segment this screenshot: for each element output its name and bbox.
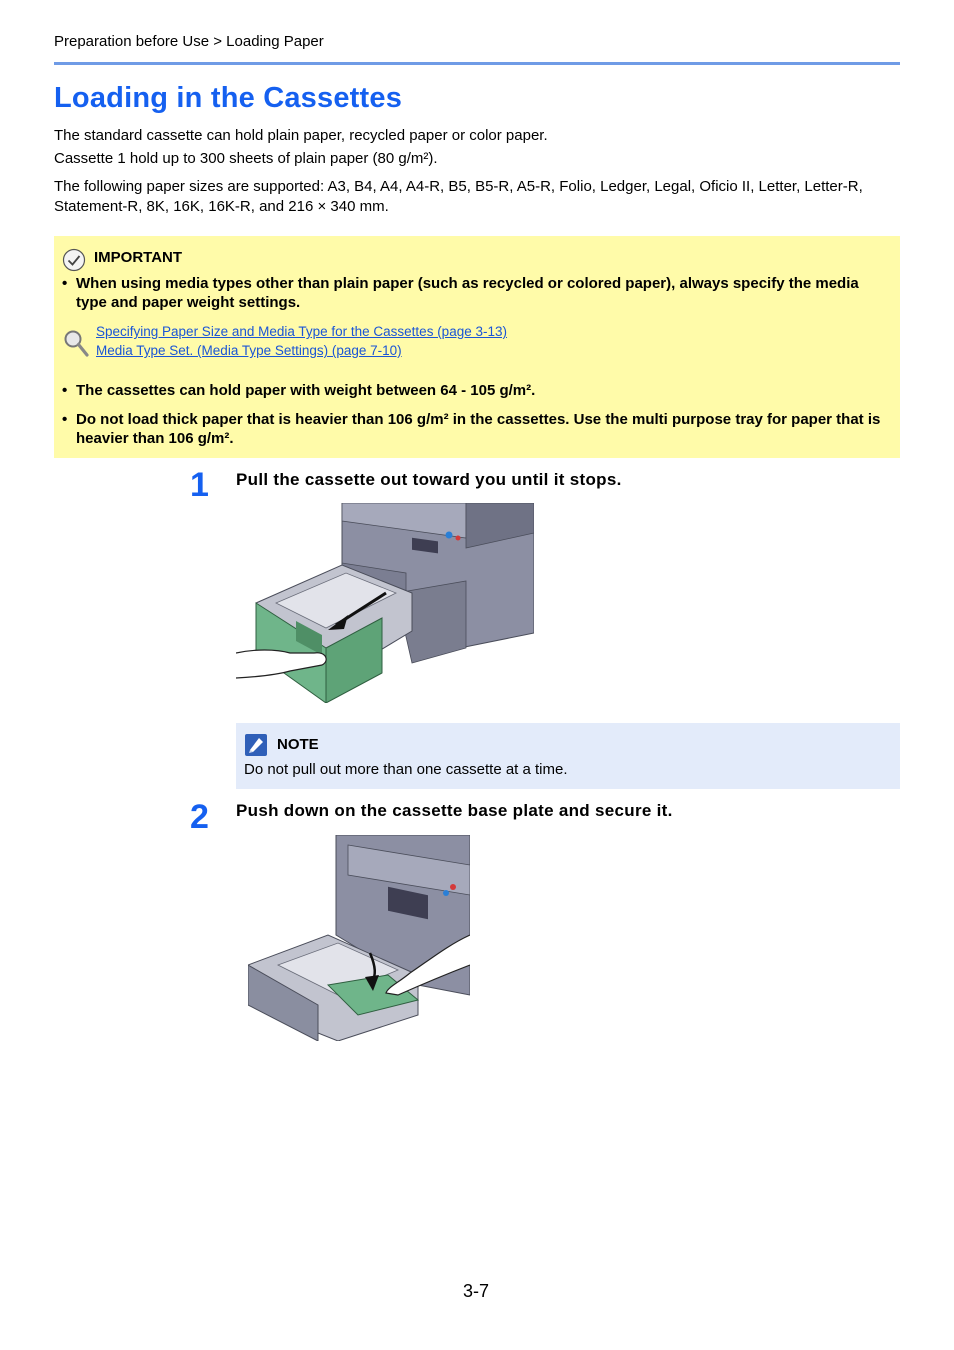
bullet-marker: • — [62, 275, 68, 292]
important-item-text: Do not load thick paper that is heavier than 106 g/m² in the cassettes. Use the multi purpose tray for paper that is heavier than 106 g/m². — [76, 411, 881, 447]
cassette-pull-illustration — [236, 503, 534, 703]
step-text-1: Pull the cassette out toward you until it stops. — [236, 470, 622, 489]
header-divider — [54, 62, 900, 65]
intro-paragraph-2: Cassette 1 hold up to 300 sheets of plain paper (80 g/m²). — [54, 150, 438, 167]
page-title: Loading in the Cassettes — [54, 82, 403, 114]
important-item-text: The cassettes can hold paper with weight between 64 - 105 g/m². — [76, 382, 536, 399]
note-box — [236, 723, 900, 789]
important-title: IMPORTANT — [94, 249, 183, 266]
bullet-marker: • — [62, 382, 68, 399]
important-item-text: When using media types other than plain paper (such as recycled or colored paper), always specify the media type and paper weight settings. — [76, 275, 859, 311]
step-text-2: Push down on the cassette base plate and secure it. — [236, 801, 673, 820]
cassette-base-plate-illustration — [248, 835, 470, 1041]
important-item — [62, 381, 882, 401]
note-text: Do not pull out more than one cassette at a time. — [244, 761, 568, 778]
intro-paragraph-3: The following paper sizes are supported: A3, B4, A4, A4-R, B5, B5-R, A5-R, Folio, Ledger, Legal, Oficio II, Letter, Letter-R, Statement-R, 8K, 16K, 16K-R, and 216 × 340 mm. — [54, 178, 863, 215]
magnifier-icon — [62, 328, 90, 360]
page-number: 3-7 — [463, 1281, 490, 1301]
step-number-2: 2 — [190, 798, 209, 836]
step-number-1: 1 — [190, 466, 209, 504]
reference-link-paper-size[interactable]: Specifying Paper Size and Media Type for the Cassettes (page 3-13) — [96, 324, 507, 339]
breadcrumb: Preparation before Use > Loading Paper — [54, 33, 324, 50]
bullet-marker: • — [62, 411, 68, 428]
important-box — [54, 236, 900, 458]
intro-paragraph-1: The standard cassette can hold plain paper, recycled paper or color paper. — [54, 127, 548, 144]
important-item — [62, 274, 882, 314]
checkmark-circle-icon — [62, 248, 86, 272]
note-title: NOTE — [277, 736, 319, 753]
note-icon — [244, 733, 268, 757]
important-item — [62, 410, 892, 450]
reference-link-media-type[interactable]: Media Type Set. (Media Type Settings) (page 7-10) — [96, 343, 402, 358]
